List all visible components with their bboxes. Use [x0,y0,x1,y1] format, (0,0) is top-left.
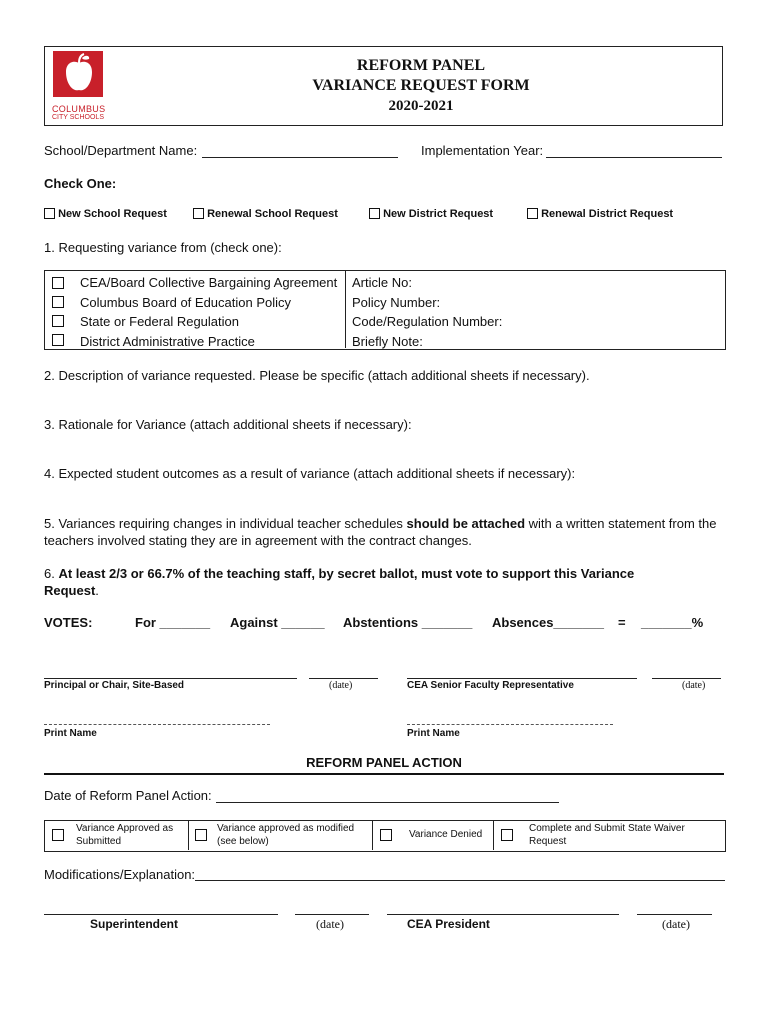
q1-option: District Administrative Practice [80,333,255,349]
principal-print-name-line[interactable] [44,724,270,725]
checkbox-icon[interactable] [501,829,513,841]
check-option-renewal-district[interactable] [527,208,673,220]
votes-for[interactable]: For _______ [135,615,211,630]
votes-equals: = [618,615,626,630]
apple-logo-icon [52,50,110,102]
cea-president-signature-line[interactable] [387,914,619,915]
q5-pre: 5. Variances requiring changes in individual teacher schedules [44,516,407,531]
q5-bold: should be attached [406,516,526,531]
q1-detail-label: Code/Regulation Number: [352,314,503,329]
checkbox-icon[interactable] [195,829,207,841]
action-divider [44,773,724,775]
action-date-field[interactable] [216,802,559,803]
cea-rep-signature-line[interactable] [407,678,637,679]
q1-left-col [80,273,337,351]
superintendent-signature-line[interactable] [44,914,278,915]
cea-rep-label: CEA Senior Faculty Representative [407,680,574,691]
action-option-label: Complete and Submit State Waiver Request [529,823,685,847]
q5-post: with a written statement from the teachers involved stating they are in agreement with the contract changes. [44,516,717,548]
cea-president-date-label: (date) [662,917,690,931]
form-title [200,56,642,116]
option-label: Renewal District Request [541,208,674,220]
q1-option: Columbus Board of Education Policy [80,294,292,310]
action-title: REFORM PANEL ACTION [306,755,462,770]
checkbox-icon[interactable] [52,296,64,308]
q1-table-divider [345,270,346,348]
checkbox-icon[interactable] [380,829,392,841]
q6-number: 6. [44,566,55,581]
checkbox-icon[interactable] [52,315,64,327]
school-dept-field[interactable] [202,157,398,158]
cea-president-date-line[interactable] [637,914,712,915]
q6-text [44,565,684,599]
cea-rep-date-label: (date) [682,680,706,691]
check-option-new-district[interactable] [369,208,493,220]
superintendent-date-label: (date) [316,917,344,931]
cea-president-label: CEA President [407,917,490,931]
school-dept-label: School/Department Name: [44,143,198,158]
logo-text-columbus: COLUMBUS [52,104,106,114]
q1-right-col [352,273,502,351]
principal-date-label: (date) [329,680,353,691]
q3-label: 3. Rationale for Variance (attach additional sheets if necessary): [44,417,412,432]
action-option-denied[interactable] [380,822,490,848]
action-option-waiver[interactable] [501,822,721,848]
votes-abstentions[interactable]: Abstentions _______ [343,615,473,630]
q1-option: State or Federal Regulation [80,314,239,329]
action-option-modified[interactable] [195,822,369,848]
q4-label: 4. Expected student outcomes as a result of variance (attach additional sheets if necessary): [44,466,576,481]
check-one-heading: Check One: [44,176,117,191]
checkbox-icon[interactable] [44,208,55,219]
checkbox-icon[interactable] [52,277,64,289]
q1-detail-label: Policy Number: [352,294,441,310]
cea-rep-print-name-line[interactable] [407,724,613,725]
q1-detail-label: Briefly Note: [352,333,423,349]
option-label: Renewal School Request [207,208,338,220]
checkbox-icon[interactable] [193,208,204,219]
impl-year-field[interactable] [546,157,722,158]
check-option-new-school[interactable] [44,208,167,220]
impl-year-label: Implementation Year: [421,143,544,158]
title-line-1: REFORM PANEL [356,57,486,74]
votes-absences[interactable]: Absences_______ [492,615,605,630]
superintendent-date-line[interactable] [295,914,369,915]
q5-text [44,515,720,549]
action-cell-divider [188,820,189,850]
title-line-2: VARIANCE REQUEST FORM [312,77,530,94]
title-line-3: 2020-2021 [388,98,454,114]
principal-date-line[interactable] [309,678,378,679]
action-option-label: Variance Denied [409,829,483,840]
action-option-label: Variance Approved as Submitted [76,823,174,847]
principal-print-name-label: Print Name [44,728,97,739]
checkbox-icon[interactable] [52,829,64,841]
checkbox-icon[interactable] [527,208,538,219]
cea-rep-date-line[interactable] [652,678,721,679]
q6-bold: At least 2/3 or 66.7% of the teaching staff, by secret ballot, must vote to support this Variance Request [44,566,635,598]
principal-label: Principal or Chair, Site-Based [44,680,185,691]
option-label: New District Request [383,208,494,220]
check-option-renewal-school[interactable] [193,208,338,220]
q1-checkbox-col [52,274,68,346]
option-label: New School Request [58,208,167,220]
action-option-label: Variance approved as modified (see below) [217,823,355,847]
votes-percent[interactable]: _______% [641,615,704,630]
superintendent-label: Superintendent [90,917,179,931]
q1-detail-label: Article No: [352,275,412,290]
action-cell-divider [372,820,373,850]
q6-end: . [95,583,99,598]
checkbox-icon[interactable] [52,334,64,346]
principal-signature-line[interactable] [44,678,297,679]
action-date-label: Date of Reform Panel Action: [44,788,212,803]
votes-label: VOTES: [44,615,93,630]
logo-text-city-schools: CITY SCHOOLS [52,114,104,121]
action-option-approved[interactable] [52,822,186,848]
cea-rep-print-name-label: Print Name [407,728,460,739]
action-cell-divider [493,820,494,850]
q1-option: CEA/Board Collective Bargaining Agreement [80,275,338,290]
modifications-label: Modifications/Explanation: [44,867,196,882]
modifications-field[interactable] [195,880,725,881]
votes-against[interactable]: Against ______ [230,615,325,630]
q2-label: 2. Description of variance requested. Please be specific (attach additional sheets if necessary). [44,368,590,383]
q1-label: 1. Requesting variance from (check one): [44,240,282,255]
logo [52,50,110,122]
checkbox-icon[interactable] [369,208,380,219]
